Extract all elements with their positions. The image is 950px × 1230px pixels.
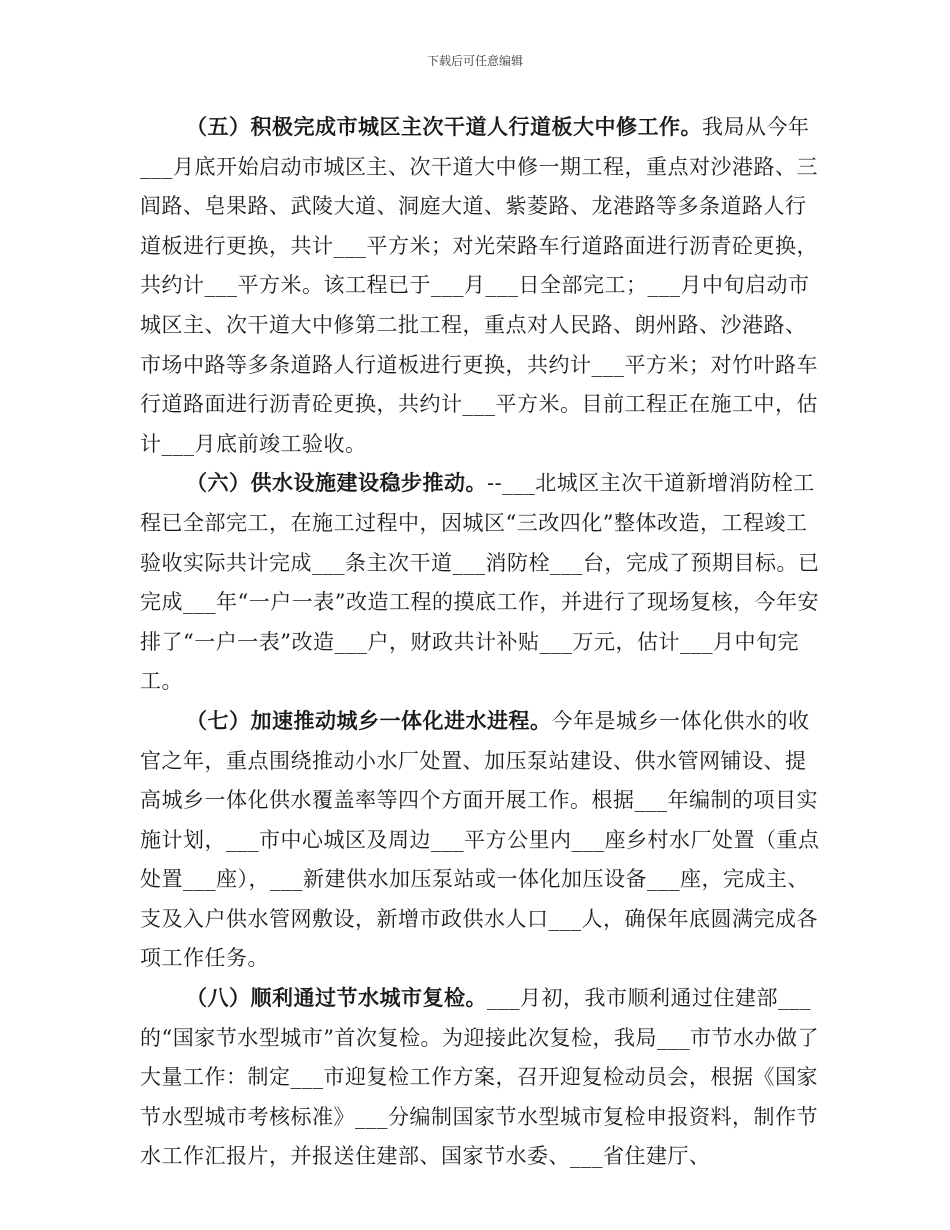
paragraph-heading: （五）积极完成市城区主次干道人行道板大中修工作。	[186, 115, 702, 139]
paragraph-5	[140, 108, 820, 464]
paragraph-heading: （七）加速推动城乡一体化进水进程。	[186, 708, 552, 733]
paragraph-6	[140, 464, 820, 702]
paragraph-text: 今年是城乡一体化供水的收官之年，重点围绕推动小水厂处置、加压泵站建设、供水管网铺设、提高城乡一体化供水覆盖率等四个方面开展工作。根据___年编制的项目实施计划，___市中心城区及周边___平方公里内___座乡村水厂处置（重点处置___座），___新建供水加压泵站或一体化加压设备___座，完成主、支及入户供水管网敷设，新增市政供水人口___人，确保年底圆满完成各项工作任务。	[140, 708, 820, 971]
paragraph-heading: （六）供水设施建设稳步推动。	[186, 471, 487, 496]
paragraph-text: --___北城区主次干道新增消防栓工程已全部完工，在施工过程中，因城区“三改四化”整体改造，工程竣工验收实际共计完成___条主次干道___消防栓___台，完成了预期目标。已完成___年“一户一表”改造工程的摸底工作，并进行了现场复核，今年安排了“一户一表”改造___户，财政共计补贴___万元，估计___月中旬完工。	[140, 471, 820, 694]
paragraph-7	[140, 702, 820, 979]
paragraph-8	[140, 979, 820, 1177]
paragraph-heading: （八）顺利通过节水城市复检。	[186, 986, 487, 1011]
document-body	[140, 108, 820, 1177]
paragraph-text: ___月初，我市顺利通过住建部___的“国家节水型城市”首次复检。为迎接此次复检，我局___市节水办做了大量工作：制定___市迎复检工作方案，召开迎复检动员会，根据《国家节水型城市考核标准》___分编制国家节水型城市复检申报资料，制作节水工作汇报片，并报送住建部、国家节水委、___省住建厅、	[140, 986, 819, 1169]
page-header: 下载后可任意编辑	[426, 54, 523, 68]
paragraph-text: 我局从今年___月底开始启动市城区主、次干道大中修一期工程，重点对沙港路、三闾路、皂果路、武陵大道、洞庭大道、紫菱路、龙港路等多条道路人行道板进行更换，共计___平方米；对光荣路车行道路面进行沥青砼更换，共约计___平方米。该工程已于___月___日全部完工；___月中旬启动市城区主、次干道大中修第二批工程，重点对人民路、朗州路、沙港路、市场中路等多条道路人行道板进行更换，共约计___平方米；对竹叶路车行道路面进行沥青砼更换，共约计___平方米。目前工程正在施工中，估计___月底前竣工验收。	[140, 115, 818, 456]
